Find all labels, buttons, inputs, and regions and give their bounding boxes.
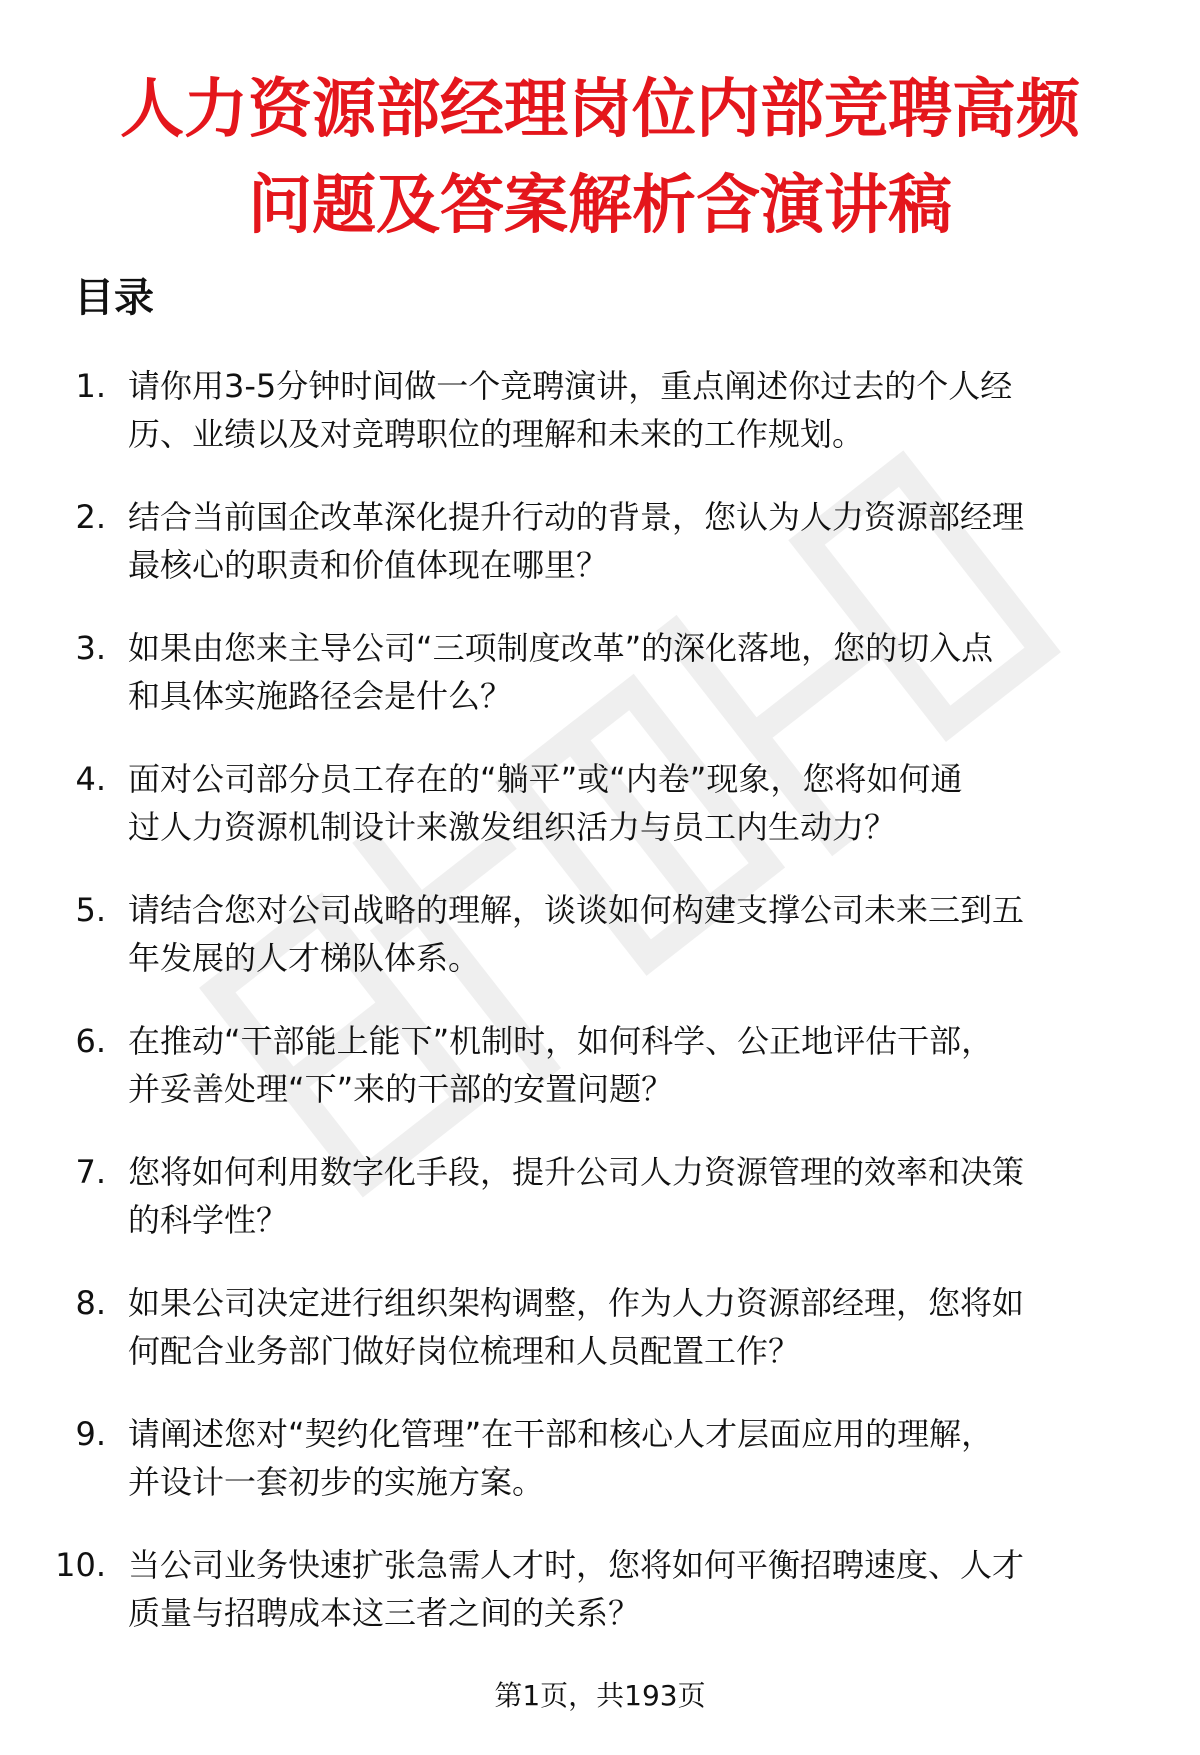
toc-item-text <box>128 1410 1138 1506</box>
toc-item-7[interactable] <box>0 1148 1200 1279</box>
toc-item-4[interactable] <box>0 755 1200 886</box>
toc-item-line: 面对公司部分员工存在的“躺平”或“内卷”现象，您将如何通 <box>128 760 963 798</box>
toc-item-text <box>128 624 1138 720</box>
toc-item-5[interactable] <box>0 886 1200 1017</box>
page-number-footer: 第1页，共193页 <box>494 1679 706 1712</box>
toc-item-2[interactable] <box>0 493 1200 624</box>
toc-item-line: 最核心的职责和价值体现在哪里？ <box>128 546 609 584</box>
toc-item-line: 请阐述您对“契约化管理”在干部和核心人才层面应用的理解， <box>128 1415 994 1453</box>
toc-item-text <box>128 1541 1138 1637</box>
toc-item-line: 何配合业务部门做好岗位梳理和人员配置工作？ <box>128 1332 801 1370</box>
toc-item-text <box>128 493 1138 589</box>
toc-list <box>0 362 1200 1672</box>
toc-item-line: 质量与招聘成本这三者之间的关系？ <box>128 1594 641 1632</box>
toc-item-line: 并设计一套初步的实施方案。 <box>128 1463 545 1501</box>
toc-item-text <box>128 362 1138 458</box>
toc-item-number: 1. <box>75 367 106 405</box>
toc-item-9[interactable] <box>0 1410 1200 1541</box>
toc-item-line: 和具体实施路径会是什么？ <box>128 677 513 715</box>
title-line-2: 问题及答案解析含演讲稿 <box>248 169 952 243</box>
toc-item-text <box>128 1148 1138 1244</box>
toc-item-number: 4. <box>75 760 106 798</box>
toc-item-line: 如果由您来主导公司“三项制度改革”的深化落地，您的切入点 <box>128 629 994 667</box>
toc-item-text <box>128 755 1138 851</box>
toc-item-line: 过人力资源机制设计来激发组织活力与员工内生动力？ <box>128 808 897 846</box>
document-title <box>70 62 1130 254</box>
toc-item-number: 3. <box>75 629 106 667</box>
toc-item-text <box>128 1279 1138 1375</box>
toc-item-6[interactable] <box>0 1017 1200 1148</box>
toc-item-line: 年发展的人才梯队体系。 <box>128 939 481 977</box>
toc-item-number: 6. <box>75 1022 106 1060</box>
toc-item-number: 5. <box>75 891 106 929</box>
toc-item-number: 9. <box>75 1415 106 1453</box>
title-line-1: 人力资源部经理岗位内部竞聘高频 <box>120 73 1080 147</box>
toc-heading: 目录 <box>74 275 154 321</box>
toc-item-10[interactable] <box>0 1541 1200 1672</box>
toc-item-line: 请你用3-5分钟时间做一个竞聘演讲，重点阐述你过去的个人经 <box>128 367 1013 405</box>
toc-item-line: 历、业绩以及对竞聘职位的理解和未来的工作规划。 <box>128 415 865 453</box>
toc-item-line: 在推动“干部能上能下”机制时，如何科学、公正地评估干部， <box>128 1022 994 1060</box>
toc-item-number: 2. <box>75 498 106 536</box>
toc-item-line: 并妥善处理“下”来的干部的安置问题？ <box>128 1070 674 1108</box>
toc-item-text <box>128 886 1138 982</box>
toc-item-line: 您将如何利用数字化手段，提升公司人力资源管理的效率和决策 <box>128 1153 1025 1191</box>
toc-item-line: 当公司业务快速扩张急需人才时，您将如何平衡招聘速度、人才 <box>128 1546 1025 1584</box>
toc-item-line: 请结合您对公司战略的理解，谈谈如何构建支撑公司未来三到五 <box>128 891 1025 929</box>
toc-item-line: 结合当前国企改革深化提升行动的背景，您认为人力资源部经理 <box>128 498 1025 536</box>
toc-item-text <box>128 1017 1138 1113</box>
toc-item-line: 如果公司决定进行组织架构调整，作为人力资源部经理，您将如 <box>128 1284 1025 1322</box>
toc-item-line: 的科学性？ <box>128 1201 289 1239</box>
toc-item-number: 10. <box>55 1546 106 1584</box>
toc-item-1[interactable] <box>0 362 1200 493</box>
toc-item-8[interactable] <box>0 1279 1200 1410</box>
toc-item-number: 7. <box>75 1153 106 1191</box>
toc-item-number: 8. <box>75 1284 106 1322</box>
toc-item-3[interactable] <box>0 624 1200 755</box>
